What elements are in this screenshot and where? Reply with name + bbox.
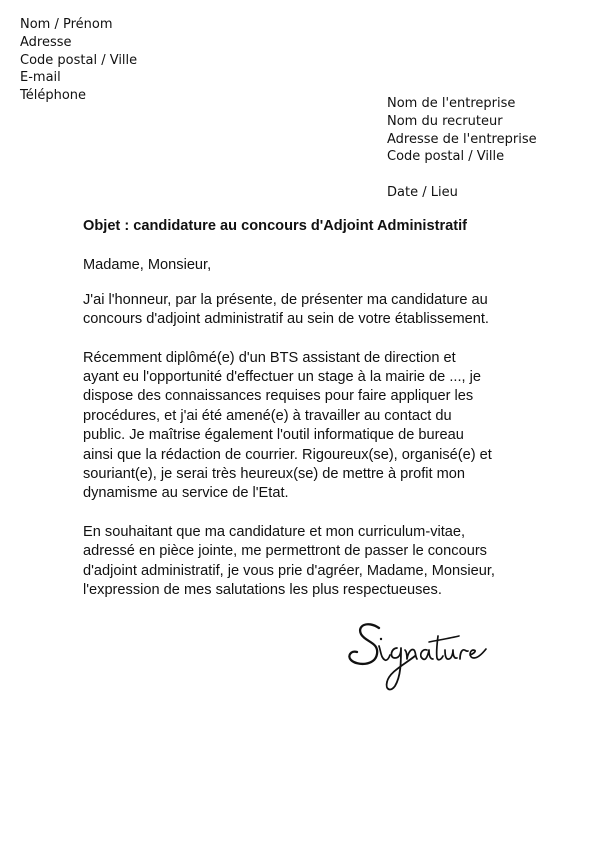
letter-subject: Objet : candidature au concours d'Adjoint Administratif (83, 218, 468, 234)
paragraph-line: adressé en pièce jointe, me permettront de passer le concours (83, 543, 487, 560)
sender-phone: Téléphone (20, 88, 87, 104)
letter-body (83, 217, 523, 620)
recipient-recruiter: Nom du recruteur (387, 113, 503, 129)
paragraph-intro (83, 291, 523, 330)
paragraph-line: ainsi que la rédaction de courrier. Rigoureux(se), organisé(e) et (83, 446, 492, 463)
sender-postal-city: Code postal / Ville (20, 52, 138, 68)
paragraph-line: J'ai l'honneur, par la présente, de présenter ma candidature au (83, 291, 488, 308)
paragraph-line: souriant(e), je serai très heureux(se) de mettre à profit mon (83, 466, 466, 483)
paragraph-closing (83, 523, 523, 601)
recipient-postal-city: Code postal / Ville (387, 149, 505, 165)
paragraph-line: Récemment diplômé(e) d'un BTS assistant de direction et (83, 349, 456, 366)
paragraph-line: l'expression de mes salutations les plus respectueuses. (83, 582, 442, 599)
paragraph-line: public. Je maîtrise également l'outil informatique de bureau (83, 427, 464, 444)
paragraph-line: procédures, et j'ai été amené(e) à travailler au contact du (83, 407, 452, 424)
paragraph-experience (83, 349, 523, 504)
sender-block (20, 16, 137, 105)
letter-salutation: Madame, Monsieur, (83, 257, 212, 274)
signature-icon (345, 610, 490, 700)
sender-name: Nom / Prénom (20, 17, 113, 32)
sender-email: E-mail (20, 70, 61, 86)
paragraph-line: ayant eu l'opportunité d'effectuer un stage à la mairie de ..., je (83, 369, 481, 386)
date-place: Date / Lieu (387, 185, 458, 200)
paragraph-line: dynamisme au service de l'Etat. (83, 485, 289, 502)
paragraph-line: concours d'adjoint administratif au sein de votre établissement. (83, 311, 489, 328)
recipient-company: Nom de l'entreprise (387, 96, 516, 111)
paragraph-line: dispose des connaissances requises pour faire appliquer les (83, 388, 474, 405)
sender-address: Adresse (20, 34, 72, 50)
paragraph-line: d'adjoint administratif, je vous prie d'agréer, Madame, Monsieur, (83, 562, 495, 579)
paragraph-line: En souhaitant que ma candidature et mon curriculum-vitae, (83, 523, 466, 540)
recipient-block (387, 95, 537, 166)
recipient-address: Adresse de l'entreprise (387, 131, 537, 147)
